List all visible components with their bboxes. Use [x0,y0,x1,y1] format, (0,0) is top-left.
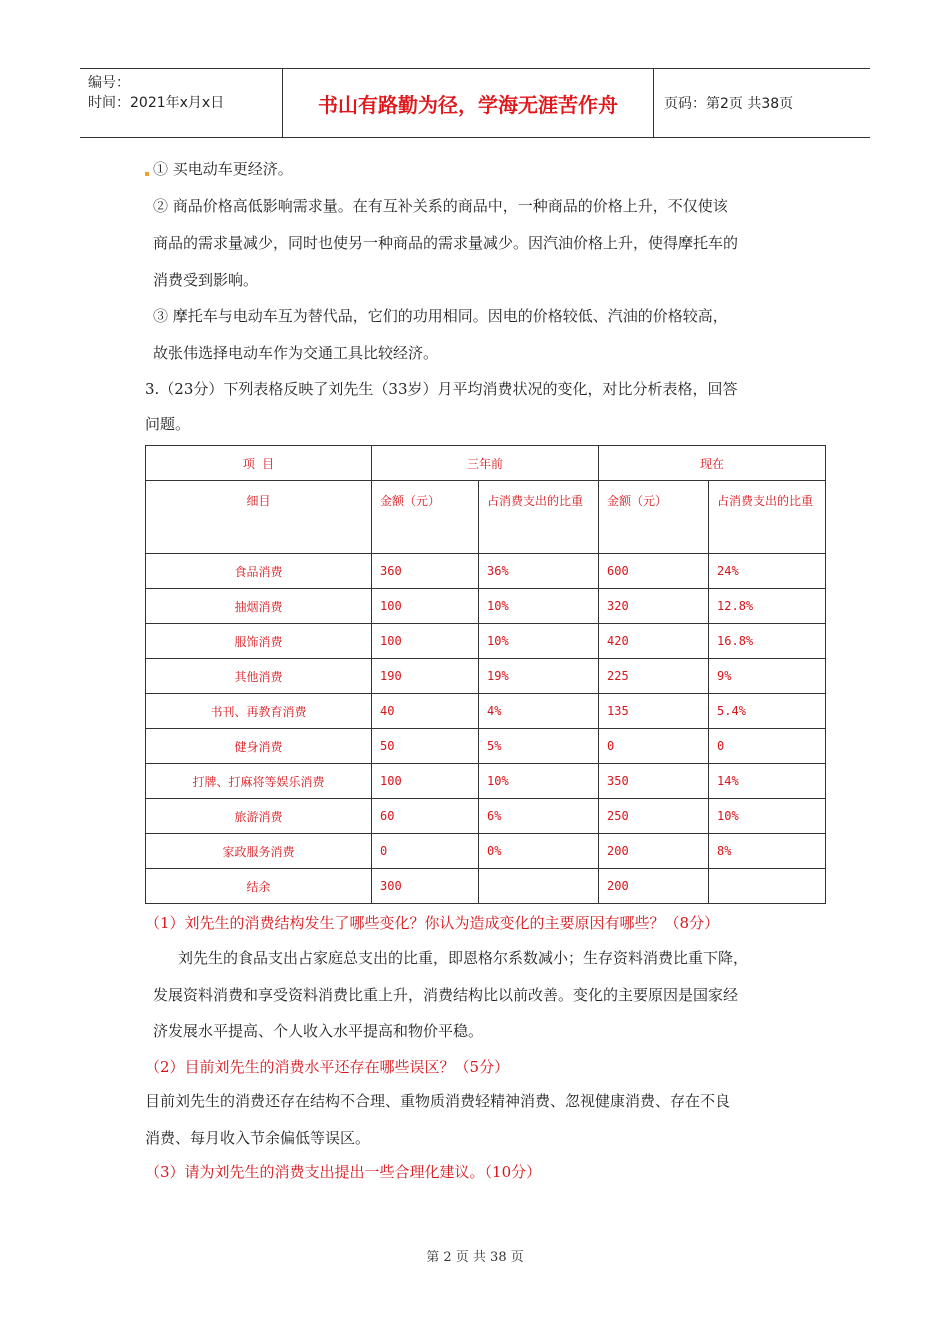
table-row [146,729,826,764]
header-motto-cell [282,69,654,137]
row-ratio-before: 6% [479,799,599,834]
row-amount-before: 0 [372,834,479,869]
page-footer: 第 2 页 共 38 页 [426,1250,524,1265]
row-ratio-before: 0% [479,834,599,869]
row-item: 打牌、打麻将等娱乐消费 [146,764,372,799]
q1-answer-line-3: 济发展水平提高、个人收入水平提高和物价平稳。 [153,1022,484,1040]
header-now: 现在 [599,446,826,481]
row-amount-before: 300 [372,869,479,904]
row-ratio-now: 0 [709,729,826,764]
header-motto: 书山有路勤为径，学海无涯苦作舟 [318,92,618,117]
row-ratio-now: 24% [709,554,826,589]
row-amount-now: 350 [599,764,709,799]
row-amount-before: 60 [372,799,479,834]
row-item: 其他消费 [146,659,372,694]
q2-answer-line-1: 目前刘先生的消费还存在结构不合理、重物质消费轻精神消费、忽视健康消费、存在不良 [145,1092,731,1110]
row-ratio-now: 16.8% [709,624,826,659]
row-item: 旅游消费 [146,799,372,834]
row-amount-now: 420 [599,624,709,659]
row-amount-before: 100 [372,764,479,799]
table-row [146,659,826,694]
table-row [146,694,826,729]
row-ratio-before: 4% [479,694,599,729]
answer-line-2: ② 商品价格高低影响需求量。在有互补关系的商品中，一种商品的价格上升，不仅使该 [153,197,728,215]
row-ratio-now: 8% [709,834,826,869]
q1-answer-line-2: 发展资料消费和享受资料消费比重上升，消费结构比以前改善。变化的主要原因是国家经 [153,986,739,1004]
row-ratio-before: 10% [479,764,599,799]
row-item: 抽烟消费 [146,589,372,624]
sub-amount-now: 金额（元） [599,481,709,554]
row-amount-before: 360 [372,554,479,589]
table-row [146,834,826,869]
row-item: 结余 [146,869,372,904]
row-amount-before: 190 [372,659,479,694]
row-ratio-now [709,869,826,904]
table-row [146,764,826,799]
page-header [80,68,870,138]
header-page-cell [654,69,870,137]
row-amount-now: 320 [599,589,709,624]
row-amount-now: 200 [599,834,709,869]
answer-line-3: 商品的需求量减少，同时也使另一种商品的需求量减少。因汽油价格上升，使得摩托车的 [153,234,739,252]
table-row [146,589,826,624]
row-ratio-before [479,869,599,904]
row-item: 书刊、再教育消费 [146,694,372,729]
row-amount-now: 225 [599,659,709,694]
row-item: 服饰消费 [146,624,372,659]
row-item: 健身消费 [146,729,372,764]
row-amount-before: 100 [372,624,479,659]
header-before: 三年前 [372,446,599,481]
row-amount-now: 135 [599,694,709,729]
row-ratio-before: 19% [479,659,599,694]
page-label: 页码：第2页 共38页 [664,96,794,112]
row-ratio-now: 10% [709,799,826,834]
row-ratio-now: 9% [709,659,826,694]
table-header-row [146,446,826,481]
answer-line-6: 故张伟选择电动车作为交通工具比较经济。 [153,344,439,362]
row-ratio-before: 5% [479,729,599,764]
row-ratio-now: 12.8% [709,589,826,624]
row-ratio-now: 14% [709,764,826,799]
q2-prompt: （2）目前刘先生的消费水平还存在哪些误区？（5分） [145,1058,510,1076]
q1-prompt: （1）刘先生的消费结构发生了哪些变化？你认为造成变化的主要原因有哪些？（8分） [145,914,720,932]
q1-answer-line-1: 刘先生的食品支出占家庭总支出的比重，即恩格尔系数减小；生存资料消费比重下降， [178,949,749,967]
answer-line-1: ① 买电动车更经济。 [153,160,293,178]
header-item: 项 目 [146,446,372,481]
answer-line-5: ③ 摩托车与电动车互为替代品，它们的功用相同。因电的价格较低、汽油的价格较高， [153,307,728,325]
sub-ratio-before: 占消费支出的比重 [479,481,599,554]
consumption-table [145,445,826,904]
q3-prompt: （3）请为刘先生的消费支出提出一些合理化建议。（10分） [145,1163,542,1181]
answer-line-4: 消费受到影响。 [153,271,259,289]
bullet-marker [145,172,149,176]
q2-answer-line-2: 消费、每月收入节余偏低等误区。 [145,1129,371,1147]
row-amount-before: 50 [372,729,479,764]
sub-ratio-now: 占消费支出的比重 [709,481,826,554]
table-row [146,869,826,904]
row-item: 食品消费 [146,554,372,589]
header-meta [80,69,282,137]
row-amount-now: 600 [599,554,709,589]
row-amount-now: 200 [599,869,709,904]
sub-amount-before: 金额（元） [372,481,479,554]
number-label: 编号： [88,75,130,91]
row-ratio-now: 5.4% [709,694,826,729]
sub-detail: 细目 [146,481,372,554]
table-row [146,554,826,589]
table-row [146,799,826,834]
question-3-line-2: 问题。 [145,415,191,433]
table-row [146,624,826,659]
row-item: 家政服务消费 [146,834,372,869]
row-amount-now: 250 [599,799,709,834]
time-label: 时间：2021年x月x日 [88,95,225,111]
question-3-line-1: 3.（23分）下列表格反映了刘先生（33岁）月平均消费状况的变化，对比分析表格，回答 [145,380,738,398]
row-ratio-before: 10% [479,624,599,659]
row-amount-now: 0 [599,729,709,764]
row-amount-before: 100 [372,589,479,624]
row-ratio-before: 10% [479,589,599,624]
row-amount-before: 40 [372,694,479,729]
table-subheader-row [146,481,826,554]
row-ratio-before: 36% [479,554,599,589]
